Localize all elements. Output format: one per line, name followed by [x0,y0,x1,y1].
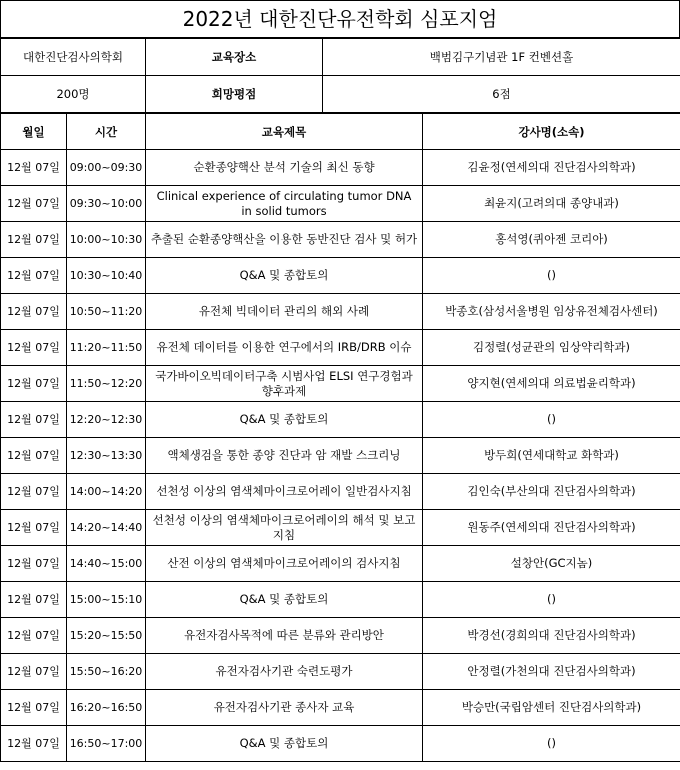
table-row [1,366,680,402]
date-cell: 12월 07일 [1,402,67,438]
info-row-credits [1,76,680,113]
date-cell: 12월 07일 [1,654,67,690]
date-cell: 12월 07일 [1,330,67,366]
date-cell: 12월 07일 [1,582,67,618]
column-header-topic: 교육제목 [146,114,423,150]
time-cell: 16:20~16:50 [67,690,146,726]
schedule-header-row [1,114,680,150]
table-row [1,222,680,258]
topic-cell: 유전체 데이터를 이용한 연구에서의 IRB/DRB 이슈 [146,330,423,366]
speaker-cell: 설창안(GC지놈) [423,546,680,582]
speaker-cell: 김인숙(부산의대 진단검사의학과) [423,474,680,510]
time-cell: 11:20~11:50 [67,330,146,366]
table-row [1,618,680,654]
topic-cell: 유전자검사목적에 따른 분류와 관리방안 [146,618,423,654]
time-cell: 15:50~16:20 [67,654,146,690]
time-cell: 15:20~15:50 [67,618,146,654]
topic-cell: 유전체 빅데이터 관리의 해외 사례 [146,294,423,330]
topic-cell: 순환종양핵산 분석 기술의 최신 동향 [146,150,423,186]
topic-cell: Q&A 및 종합토의 [146,402,423,438]
date-cell: 12월 07일 [1,510,67,546]
topic-cell: 선천성 이상의 염색체마이크로어레이 일반검사지침 [146,474,423,510]
table-row [1,438,680,474]
time-cell: 14:00~14:20 [67,474,146,510]
credits-value: 6점 [323,76,680,113]
speaker-cell: () [423,402,680,438]
schedule-table [0,113,680,762]
time-cell: 10:50~11:20 [67,294,146,330]
speaker-cell: () [423,582,680,618]
topic-cell: 추출된 순환종양핵산을 이용한 동반진단 검사 및 허가 [146,222,423,258]
topic-cell: 액체생검을 통한 종양 진단과 암 재발 스크리닝 [146,438,423,474]
speaker-cell: 양지현(연세의대 의료법윤리학과) [423,366,680,402]
table-row [1,474,680,510]
topic-cell: Q&A 및 종합토의 [146,726,423,762]
time-cell: 10:00~10:30 [67,222,146,258]
date-cell: 12월 07일 [1,726,67,762]
schedule-body [1,150,680,762]
table-row [1,582,680,618]
date-cell: 12월 07일 [1,438,67,474]
table-row [1,690,680,726]
time-cell: 11:50~12:20 [67,366,146,402]
time-cell: 14:40~15:00 [67,546,146,582]
time-cell: 09:00~09:30 [67,150,146,186]
column-header-speaker: 강사명(소속) [423,114,680,150]
time-cell: 12:20~12:30 [67,402,146,438]
info-table [0,38,680,113]
speaker-cell: 김윤정(연세의대 진단검사의학과) [423,150,680,186]
table-row [1,330,680,366]
topic-cell: Q&A 및 종합토의 [146,258,423,294]
venue-label: 교육장소 [146,39,323,76]
topic-cell: 유전자검사기관 종사자 교육 [146,690,423,726]
date-cell: 12월 07일 [1,618,67,654]
topic-cell: Clinical experience of circulating tumor DNA in solid tumors [146,186,423,222]
table-row [1,294,680,330]
topic-cell: 산전 이상의 염색체마이크로어레이의 검사지침 [146,546,423,582]
time-cell: 15:00~15:10 [67,582,146,618]
speaker-cell: () [423,726,680,762]
speaker-cell: () [423,258,680,294]
organizer-cell: 대한진단검사의학회 [1,39,146,76]
topic-cell: 선천성 이상의 염색체마이크로어레이의 해석 및 보고지침 [146,510,423,546]
date-cell: 12월 07일 [1,186,67,222]
date-cell: 12월 07일 [1,474,67,510]
speaker-cell: 방두희(연세대학교 화학과) [423,438,680,474]
credits-label: 희망평점 [146,76,323,113]
table-row [1,726,680,762]
speaker-cell: 원동주(연세의대 진단검사의학과) [423,510,680,546]
date-cell: 12월 07일 [1,366,67,402]
column-header-date: 월일 [1,114,67,150]
topic-cell: 유전자검사기관 숙련도평가 [146,654,423,690]
time-cell: 16:50~17:00 [67,726,146,762]
page-title: 2022년 대한진단유전학회 심포지엄 [0,0,680,38]
speaker-cell: 김정렬(성균관의 임상약리학과) [423,330,680,366]
date-cell: 12월 07일 [1,690,67,726]
speaker-cell: 박승만(국립암센터 진단검사의학과) [423,690,680,726]
speaker-cell: 안정렬(가천의대 진단검사의학과) [423,654,680,690]
table-row [1,258,680,294]
time-cell: 09:30~10:00 [67,186,146,222]
time-cell: 12:30~13:30 [67,438,146,474]
date-cell: 12월 07일 [1,150,67,186]
table-row [1,402,680,438]
table-row [1,546,680,582]
table-row [1,510,680,546]
column-header-time: 시간 [67,114,146,150]
capacity-cell: 200명 [1,76,146,113]
speaker-cell: 박경선(경희의대 진단검사의학과) [423,618,680,654]
table-row [1,150,680,186]
date-cell: 12월 07일 [1,546,67,582]
date-cell: 12월 07일 [1,294,67,330]
speaker-cell: 홍석영(퀴아젠 코리아) [423,222,680,258]
topic-cell: 국가바이오빅데이터구축 시범사업 ELSI 연구경험과 향후과제 [146,366,423,402]
time-cell: 14:20~14:40 [67,510,146,546]
speaker-cell: 최윤지(고려의대 종양내과) [423,186,680,222]
info-row-venue [1,39,680,76]
topic-cell: Q&A 및 종합토의 [146,582,423,618]
table-row [1,654,680,690]
table-row [1,186,680,222]
speaker-cell: 박종호(삼성서울병원 임상유전체검사센터) [423,294,680,330]
venue-value: 백범김구기념관 1F 컨벤션홀 [323,39,680,76]
date-cell: 12월 07일 [1,222,67,258]
time-cell: 10:30~10:40 [67,258,146,294]
date-cell: 12월 07일 [1,258,67,294]
